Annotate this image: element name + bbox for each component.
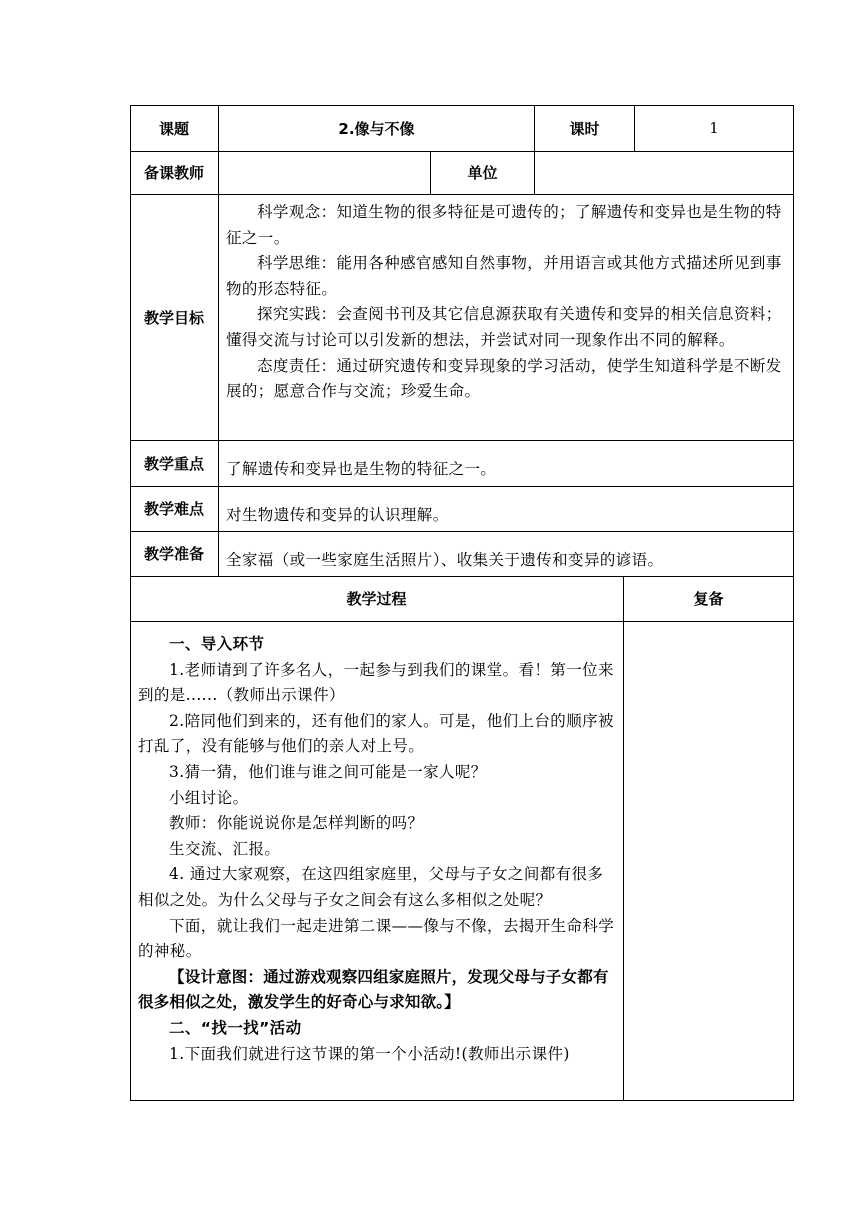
preparation-label: 教学准备 [143, 545, 204, 563]
process-label: 教学过程 [346, 590, 407, 608]
process-line: 1.老师请到了许多名人，一起参与到我们的课堂。看！第一位来到的是......（教师出示课件） [138, 660, 614, 705]
goals-text [226, 200, 786, 405]
difficulty-label: 教学难点 [143, 500, 204, 518]
unit-value [535, 151, 793, 194]
review-label: 复备 [693, 590, 724, 608]
process-line: 1.下面我们就进行这节课的第一个小活动!(教师出示课件) [169, 1044, 570, 1063]
process-line: 2.陪同他们到来的，还有他们的家人。可是，他们上台的顺序被打乱了，没有能够与他们的亲人对上号。 [138, 711, 614, 756]
process-line: 下面，就让我们一起走进第二课——像与不像，去揭开生命科学的神秘。 [138, 916, 615, 961]
table-border [793, 105, 794, 1101]
process-line: 小组讨论。 [169, 788, 249, 807]
topic-value: 2.像与不像 [338, 119, 415, 138]
preparation-value: 全家福（或一些家庭生活照片）、收集关于遗传和变异的谚语。 [226, 551, 664, 569]
teacher-value [219, 151, 430, 194]
unit-label: 单位 [467, 164, 498, 182]
difficulty-value: 对生物遗传和变异的认识理解。 [226, 506, 449, 524]
process-line: 生交流、汇报。 [169, 839, 281, 858]
key-point-label: 教学重点 [143, 454, 204, 473]
hours-value: 1 [709, 119, 719, 137]
table-rule [130, 194, 794, 195]
hours-label: 课时 [569, 119, 600, 138]
goal-item: 态度责任：通过研究遗传和变异现象的学习活动，使学生知道科学是不断发展的；愿意合作与交流；珍爱生命。 [226, 356, 782, 401]
table-rule [130, 531, 794, 532]
table-rule [130, 486, 794, 487]
goal-item: 科学思维：能用各种感官感知自然事物，并用语言或其他方式描述所见到事物的形态特征。 [226, 254, 782, 298]
goal-item: 科学观念：知道生物的很多特征是可遗传的；了解遗传和变异也是生物的特征之一。 [226, 203, 782, 247]
section-title: 一、导入环节 [169, 635, 265, 653]
design-intent: 【设计意图：通过游戏观察四组家庭照片，发现父母与子女都有很多相似之处，激发学生的好奇心与求知欲。】 [138, 967, 609, 1012]
table-rule [623, 576, 624, 1101]
lesson-plan-table [130, 105, 794, 1101]
process-line: 3.猜一猜，他们谁与谁之间可能是一家人呢？ [169, 762, 487, 781]
table-border [130, 1100, 794, 1101]
process-line: 4. 通过大家观察，在这四组家庭里，父母与子女之间都有很多相似之处。为什么父母与子女之间会有这么多相似之处呢？ [138, 865, 604, 909]
process-body [138, 632, 618, 1067]
table-rule [130, 440, 794, 441]
process-line: 教师：你能说说你是怎样判断的吗？ [169, 814, 424, 833]
section-title: 二、“找一找”活动 [169, 1018, 302, 1037]
teacher-label: 备课教师 [143, 164, 204, 182]
key-point-value: 了解遗传和变异也是生物的特征之一。 [226, 460, 497, 478]
topic-label: 课题 [158, 119, 189, 138]
goal-item: 探究实践：会查阅书刊及其它信息源获取有关遗传和变异的相关信息资料；懂得交流与讨论可以引发新的想法，并尝试对同一现象作出不同的解释。 [226, 305, 782, 349]
table-rule [130, 621, 794, 622]
goals-label: 教学目标 [143, 308, 204, 327]
